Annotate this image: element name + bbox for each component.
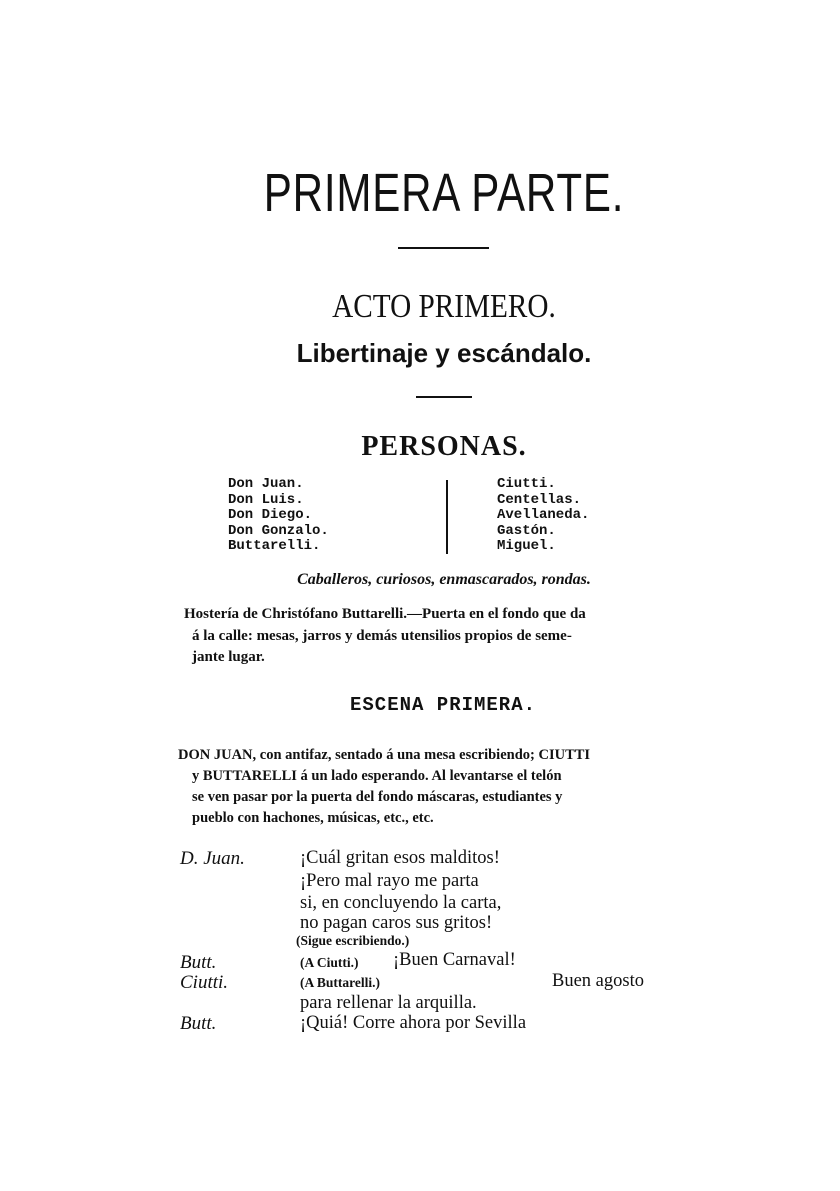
verse-line: Buen agosto bbox=[552, 971, 644, 991]
verse-line: ¡Buen Carnaval! bbox=[393, 950, 516, 970]
verse-line: para rellenar la arquilla. bbox=[300, 993, 477, 1013]
part-title: PRIMERA PARTE. bbox=[263, 163, 625, 223]
setting-description bbox=[184, 604, 720, 669]
cast-member: Avellaneda. bbox=[497, 507, 590, 524]
cast-list-right bbox=[497, 477, 589, 555]
cast-member: Miguel. bbox=[497, 538, 556, 555]
speaker-name: Ciutti. bbox=[180, 972, 229, 993]
cast-member: Centellas. bbox=[497, 491, 582, 508]
title-rule bbox=[398, 247, 489, 249]
stage-aside: (A Ciutti.) bbox=[300, 955, 359, 970]
verse-line: si, en concluyendo la carta, bbox=[300, 893, 502, 913]
speaker-name: Butt. bbox=[180, 1013, 217, 1034]
cast-member: Buttarelli. bbox=[228, 538, 321, 555]
act-title: ACTO PRIMERO. bbox=[332, 288, 556, 325]
stage-direction bbox=[178, 745, 718, 829]
stage-direction-line: pueblo con hachones, músicas, etc., etc. bbox=[192, 810, 434, 826]
scene-title: ESCENA PRIMERA. bbox=[349, 694, 537, 716]
setting-line: á la calle: mesas, jarros y demás utensilios propios de seme- bbox=[192, 627, 572, 644]
act-rule bbox=[416, 396, 472, 398]
cast-member: Don Juan. bbox=[228, 476, 304, 492]
stage-direction-line: y BUTTARELLI á un lado esperando. Al levantarse el telón bbox=[192, 768, 562, 784]
cast-member: Don Gonzalo. bbox=[228, 522, 329, 539]
personas-heading: PERSONAS. bbox=[361, 431, 527, 462]
cast-list-left bbox=[228, 477, 329, 555]
verse-line: ¡Pero mal rayo me parta bbox=[300, 871, 479, 891]
speaker-name: D. Juan. bbox=[180, 848, 245, 869]
verse-line: no pagan caros sus gritos! bbox=[300, 913, 493, 933]
speaker-name: Butt. bbox=[180, 952, 217, 973]
stage-aside: (Sigue escribiendo.) bbox=[296, 933, 410, 948]
stage-direction-line: DON JUAN, con antifaz, sentado á una mesa escribiendo; CIUTTI bbox=[178, 747, 591, 763]
cast-member: Gastón. bbox=[497, 522, 556, 539]
cast-divider bbox=[446, 480, 448, 554]
act-subtitle: Libertinaje y escándalo. bbox=[296, 338, 592, 368]
cast-member: Don Diego. bbox=[228, 507, 313, 524]
stage-aside: (A Buttarelli.) bbox=[300, 975, 380, 990]
setting-line: jante lugar. bbox=[192, 649, 265, 665]
cast-member: Don Luis. bbox=[228, 491, 304, 508]
verse-line: ¡Quiá! Corre ahora por Sevilla bbox=[300, 1013, 527, 1033]
verse-line: ¡Cuál gritan esos malditos! bbox=[300, 848, 500, 868]
stage-direction-line: se ven pasar por la puerta del fondo máscaras, estudiantes y bbox=[192, 789, 563, 805]
cast-member: Ciutti. bbox=[497, 476, 556, 492]
setting-line: Hostería de Christófano Buttarelli.—Puerta en el fondo que da bbox=[184, 606, 586, 622]
extras-line: Caballeros, curiosos, enmascarados, rondas. bbox=[297, 571, 591, 588]
